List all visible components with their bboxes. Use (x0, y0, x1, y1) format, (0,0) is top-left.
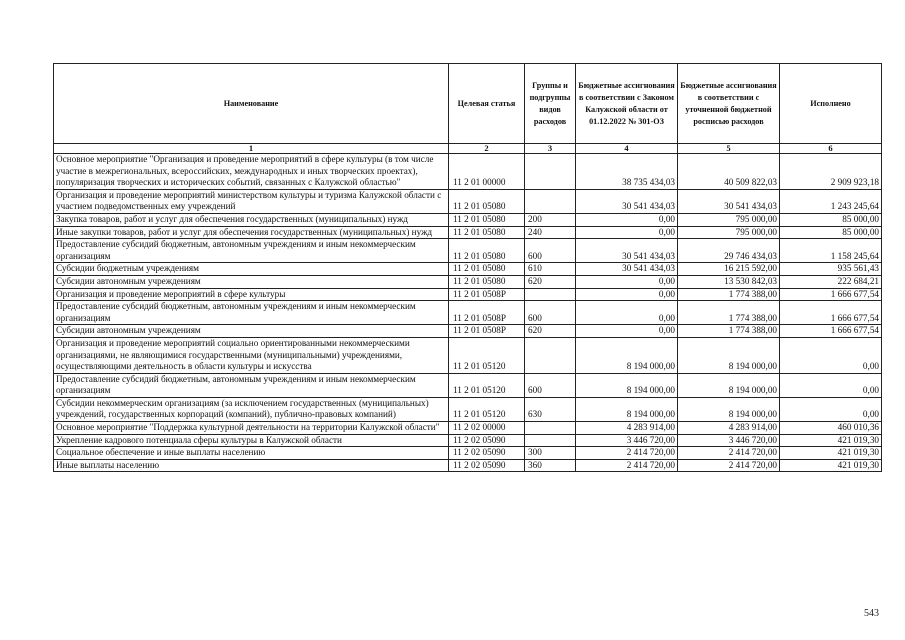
row-name-cell: Субсидии некоммерческим организациям (за исключением государственных (муниципальных) учреждений, государственных корпораций (компаний), публично-правовых компаний) (54, 397, 449, 421)
row-name-cell: Укрепление кадрового потенциала сферы культуры в Калужской области (54, 434, 449, 447)
column-number: 6 (780, 144, 882, 154)
row-name-cell: Иные закупки товаров, работ и услуг для обеспечения государственных (муниципальных) нужд (54, 226, 449, 239)
row-expense-group-cell: 200 (525, 213, 576, 226)
row-expense-group-cell (525, 434, 576, 447)
column-number: 3 (525, 144, 576, 154)
row-name-cell: Предоставление субсидий бюджетным, автономным учреждениям и иным некоммерческим организациям (54, 239, 449, 263)
row-expense-group-cell: 600 (525, 373, 576, 397)
row-refined-allocation-cell: 8 194 000,00 (678, 337, 780, 373)
row-executed-cell: 2 909 923,18 (780, 154, 882, 190)
row-target-article-cell: 11 2 01 05080 (449, 275, 525, 288)
row-refined-allocation-cell: 4 283 914,00 (678, 422, 780, 435)
row-name-cell: Субсидии автономным учреждениям (54, 275, 449, 288)
row-refined-allocation-cell: 13 530 842,03 (678, 275, 780, 288)
row-expense-group-cell: 620 (525, 325, 576, 338)
row-executed-cell: 421 019,30 (780, 459, 882, 472)
row-law-allocation-cell: 8 194 000,00 (576, 337, 678, 373)
budget-execution-table (53, 63, 882, 472)
row-executed-cell: 222 684,21 (780, 275, 882, 288)
row-expense-group-cell: 630 (525, 397, 576, 421)
row-expense-group-cell: 600 (525, 239, 576, 263)
row-refined-allocation-cell: 2 414 720,00 (678, 459, 780, 472)
row-executed-cell: 85 000,00 (780, 213, 882, 226)
row-expense-group-cell: 610 (525, 263, 576, 276)
table-row (54, 263, 882, 276)
column-number: 1 (54, 144, 449, 154)
row-refined-allocation-cell: 16 215 592,00 (678, 263, 780, 276)
budget-table-sheet (53, 63, 881, 472)
row-name-cell: Субсидии автономным учреждениям (54, 325, 449, 338)
page-number: 543 (864, 608, 879, 619)
row-executed-cell: 421 019,30 (780, 434, 882, 447)
table-row (54, 226, 882, 239)
row-executed-cell: 1 666 677,54 (780, 325, 882, 338)
row-law-allocation-cell: 30 541 434,03 (576, 239, 678, 263)
row-refined-allocation-cell: 1 774 388,00 (678, 288, 780, 301)
row-name-cell: Социальное обеспечение и иные выплаты населению (54, 447, 449, 460)
row-target-article-cell: 11 2 01 05080 (449, 226, 525, 239)
column-number: 2 (449, 144, 525, 154)
header-row (54, 64, 882, 144)
header-executed: Исполнено (780, 64, 882, 144)
row-executed-cell: 0,00 (780, 337, 882, 373)
row-expense-group-cell: 620 (525, 275, 576, 288)
row-target-article-cell: 11 2 01 0508Р (449, 301, 525, 325)
row-law-allocation-cell: 2 414 720,00 (576, 447, 678, 460)
row-expense-group-cell (525, 189, 576, 213)
row-law-allocation-cell: 0,00 (576, 288, 678, 301)
row-law-allocation-cell: 0,00 (576, 226, 678, 239)
table-row (54, 213, 882, 226)
row-expense-group-cell: 240 (525, 226, 576, 239)
row-law-allocation-cell: 38 735 434,03 (576, 154, 678, 190)
row-expense-group-cell: 300 (525, 447, 576, 460)
row-expense-group-cell (525, 288, 576, 301)
header-refined-allocations: Бюджетные ассигнования в соответствии с уточненной бюджетной росписью расходов (678, 64, 780, 144)
header-target-article: Целевая статья (449, 64, 525, 144)
row-name-cell: Организация и проведение мероприятий министерством культуры и туризма Калужской области с участием подведомственных ему учреждений (54, 189, 449, 213)
row-target-article-cell: 11 2 01 0508Р (449, 325, 525, 338)
table-row (54, 422, 882, 435)
row-name-cell: Основное мероприятие "Поддержка культурной деятельности на территории Калужской области" (54, 422, 449, 435)
row-name-cell: Предоставление субсидий бюджетным, автономным учреждениям и иным некоммерческим организациям (54, 301, 449, 325)
row-law-allocation-cell: 0,00 (576, 325, 678, 338)
row-executed-cell: 1 666 677,54 (780, 288, 882, 301)
row-refined-allocation-cell: 29 746 434,03 (678, 239, 780, 263)
row-executed-cell: 1 666 677,54 (780, 301, 882, 325)
row-target-article-cell: 11 2 02 00000 (449, 422, 525, 435)
table-row (54, 459, 882, 472)
header-name: Наименование (54, 64, 449, 144)
row-name-cell: Основное мероприятие "Организация и проведение мероприятий в сфере культуры (в том числе участие в межрегиональных, всероссийских, международных и иных творческих проектах), популяризация творческих и исторических событий, связанных с Калужской областью" (54, 154, 449, 190)
row-executed-cell: 0,00 (780, 397, 882, 421)
table-row (54, 337, 882, 373)
row-target-article-cell: 11 2 01 0508Р (449, 288, 525, 301)
row-target-article-cell: 11 2 01 05080 (449, 213, 525, 226)
row-law-allocation-cell: 3 446 720,00 (576, 434, 678, 447)
row-target-article-cell: 11 2 01 05120 (449, 373, 525, 397)
row-expense-group-cell: 600 (525, 301, 576, 325)
row-refined-allocation-cell: 1 774 388,00 (678, 301, 780, 325)
row-refined-allocation-cell: 30 541 434,03 (678, 189, 780, 213)
table-row (54, 447, 882, 460)
header-law-allocations: Бюджетные ассигнования в соответствии с Законом Калужской области от 01.12.2022 № 301-ОЗ (576, 64, 678, 144)
row-refined-allocation-cell: 795 000,00 (678, 213, 780, 226)
row-name-cell: Иные выплаты населению (54, 459, 449, 472)
row-executed-cell: 460 010,36 (780, 422, 882, 435)
row-law-allocation-cell: 8 194 000,00 (576, 373, 678, 397)
row-expense-group-cell (525, 154, 576, 190)
row-executed-cell: 1 243 245,64 (780, 189, 882, 213)
row-law-allocation-cell: 0,00 (576, 301, 678, 325)
table-row (54, 434, 882, 447)
row-law-allocation-cell: 30 541 434,03 (576, 263, 678, 276)
row-law-allocation-cell: 0,00 (576, 213, 678, 226)
row-name-cell: Предоставление субсидий бюджетным, автономным учреждениям и иным некоммерческим организациям (54, 373, 449, 397)
row-expense-group-cell (525, 337, 576, 373)
row-name-cell: Субсидии бюджетным учреждениям (54, 263, 449, 276)
row-target-article-cell: 11 2 02 05090 (449, 434, 525, 447)
row-law-allocation-cell: 8 194 000,00 (576, 397, 678, 421)
column-number-row (54, 144, 882, 154)
row-executed-cell: 1 158 245,64 (780, 239, 882, 263)
row-refined-allocation-cell: 1 774 388,00 (678, 325, 780, 338)
table-row (54, 154, 882, 190)
table-row (54, 189, 882, 213)
header-expense-groups: Группы и подгруппы видов расходов (525, 64, 576, 144)
row-refined-allocation-cell: 40 509 822,03 (678, 154, 780, 190)
row-expense-group-cell (525, 422, 576, 435)
table-row (54, 373, 882, 397)
row-target-article-cell: 11 2 01 05080 (449, 263, 525, 276)
row-refined-allocation-cell: 795 000,00 (678, 226, 780, 239)
table-row (54, 239, 882, 263)
row-refined-allocation-cell: 8 194 000,00 (678, 373, 780, 397)
row-target-article-cell: 11 2 01 00000 (449, 154, 525, 190)
row-law-allocation-cell: 2 414 720,00 (576, 459, 678, 472)
row-law-allocation-cell: 30 541 434,03 (576, 189, 678, 213)
row-executed-cell: 421 019,30 (780, 447, 882, 460)
row-target-article-cell: 11 2 01 05120 (449, 397, 525, 421)
row-law-allocation-cell: 4 283 914,00 (576, 422, 678, 435)
column-number: 4 (576, 144, 678, 154)
row-expense-group-cell: 360 (525, 459, 576, 472)
row-target-article-cell: 11 2 01 05120 (449, 337, 525, 373)
row-target-article-cell: 11 2 01 05080 (449, 239, 525, 263)
row-executed-cell: 0,00 (780, 373, 882, 397)
table-row (54, 325, 882, 338)
row-name-cell: Организация и проведение мероприятий в сфере культуры (54, 288, 449, 301)
row-executed-cell: 935 561,43 (780, 263, 882, 276)
row-target-article-cell: 11 2 02 05090 (449, 447, 525, 460)
row-refined-allocation-cell: 8 194 000,00 (678, 397, 780, 421)
row-law-allocation-cell: 0,00 (576, 275, 678, 288)
row-refined-allocation-cell: 2 414 720,00 (678, 447, 780, 460)
row-executed-cell: 85 000,00 (780, 226, 882, 239)
table-row (54, 288, 882, 301)
column-number: 5 (678, 144, 780, 154)
row-name-cell: Закупка товаров, работ и услуг для обеспечения государственных (муниципальных) нужд (54, 213, 449, 226)
row-target-article-cell: 11 2 02 05090 (449, 459, 525, 472)
row-target-article-cell: 11 2 01 05080 (449, 189, 525, 213)
table-row (54, 397, 882, 421)
table-row (54, 275, 882, 288)
table-row (54, 301, 882, 325)
row-name-cell: Организация и проведение мероприятий социально ориентированными некоммерческими организациями, не являющимися государственными (муниципальными) учреждениями, осуществляющими деятельность в области культуры и искусства (54, 337, 449, 373)
row-refined-allocation-cell: 3 446 720,00 (678, 434, 780, 447)
